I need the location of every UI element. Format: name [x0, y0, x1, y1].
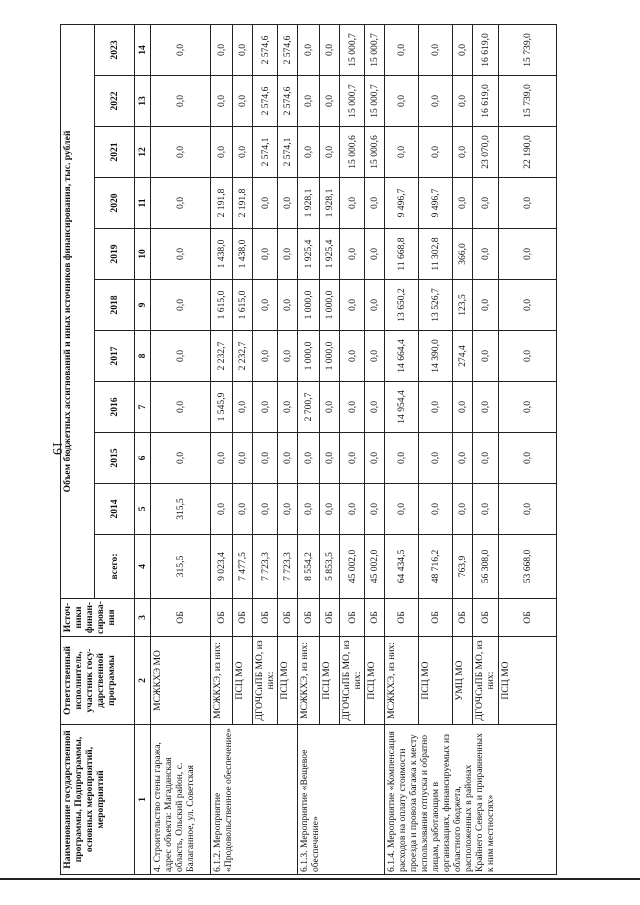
year-value-cell: 1 438,0 — [211, 229, 233, 280]
year-value-cell: 0,0 — [473, 382, 499, 433]
year-value-cell: 0,0 — [419, 433, 453, 484]
funding-source-cell: ОБ — [211, 599, 233, 637]
year-value-cell: 0,0 — [233, 484, 253, 535]
year-value-cell: 2 574,6 — [253, 24, 278, 75]
activity-name-cell: 6.1.4. Мероприятие «Компенсация расходов на оплату стоимости проезда и провоза багажа к месту использования отпуска и обратно лицам, работающим в организациях, финансируемых из областного бюджета, расположенных в районах Крайнего Севера и приравненных к ним местностях» — [385, 725, 557, 875]
year-value-cell: 2 574,1 — [278, 127, 298, 178]
year-value-cell: 0,0 — [499, 484, 557, 535]
year-value-cell: 15 000,7 — [340, 76, 365, 127]
year-value-cell: 15 739,0 — [499, 24, 557, 75]
year-value-cell: 11 302,8 — [419, 229, 453, 280]
year-value-cell: 0,0 — [473, 331, 499, 382]
year-value-cell: 0,0 — [419, 127, 453, 178]
total-value-cell: 9 023,4 — [211, 535, 233, 599]
year-value-cell: 15 000,6 — [340, 127, 365, 178]
year-value-cell: 315,5 — [151, 484, 211, 535]
year-value-cell: 0,0 — [253, 382, 278, 433]
column-index: 10 — [135, 229, 151, 280]
year-value-cell: 0,0 — [499, 331, 557, 382]
year-value-cell: 0,0 — [473, 280, 499, 331]
total-value-cell: 48 716,2 — [419, 535, 453, 599]
year-value-cell: 0,0 — [365, 382, 385, 433]
budget-table — [60, 24, 557, 875]
header-budget-title: Объем бюджетных ассигнований и иных источников финансирования, тыс. рублей — [61, 24, 95, 598]
header-name: Наименование государственной программы, Подпрограммы, основных мероприятий, мероприятий — [61, 725, 135, 875]
year-value-cell: 0,0 — [385, 24, 419, 75]
header-source: Источ- ники финан- сирова- ния — [61, 599, 135, 637]
year-value-cell: 15 000,6 — [365, 127, 385, 178]
funding-source-cell: ОБ — [233, 599, 253, 637]
page-bottom-rule — [0, 878, 640, 880]
column-index: 5 — [135, 484, 151, 535]
column-index: 7 — [135, 382, 151, 433]
header-year: 2019 — [95, 229, 135, 280]
total-value-cell: 7 723,3 — [278, 535, 298, 599]
table-row — [385, 24, 419, 874]
executor-cell: ДГОЧСиПБ МО, из них: — [253, 637, 278, 725]
year-value-cell: 2 700,7 — [298, 382, 320, 433]
year-value-cell: 0,0 — [365, 280, 385, 331]
year-value-cell: 0,0 — [453, 433, 473, 484]
year-value-cell: 2 574,1 — [253, 127, 278, 178]
executor-cell: ДГОЧСиПБ МО, из них: — [473, 637, 499, 725]
header-total: всего: — [95, 535, 135, 599]
table-row — [211, 24, 233, 874]
year-value-cell: 0,0 — [453, 127, 473, 178]
year-value-cell: 0,0 — [385, 433, 419, 484]
year-value-cell: 1 925,4 — [320, 229, 340, 280]
year-value-cell: 0,0 — [385, 76, 419, 127]
year-value-cell: 0,0 — [340, 433, 365, 484]
year-value-cell: 0,0 — [453, 178, 473, 229]
executor-cell: УМЦ МО — [453, 637, 473, 725]
year-value-cell: 0,0 — [298, 433, 320, 484]
column-index: 4 — [135, 535, 151, 599]
executor-cell: ПСЦ МО — [419, 637, 453, 725]
year-value-cell: 22 190,0 — [499, 127, 557, 178]
total-value-cell: 763,9 — [453, 535, 473, 599]
year-value-cell: 14 664,4 — [385, 331, 419, 382]
total-value-cell: 64 434,5 — [385, 535, 419, 599]
year-value-cell: 1 928,1 — [320, 178, 340, 229]
year-value-cell: 366,0 — [453, 229, 473, 280]
header-year: 2015 — [95, 433, 135, 484]
activity-name-cell: 6.1.2. Мероприятие «Продовольственное обеспечение» — [211, 725, 298, 875]
year-value-cell: 2 191,8 — [211, 178, 233, 229]
year-value-cell: 0,0 — [499, 382, 557, 433]
year-value-cell: 0,0 — [253, 229, 278, 280]
rotated-table-wrapper — [60, 25, 617, 875]
executor-cell: ПСЦ МО — [278, 637, 298, 725]
funding-source-cell: ОБ — [278, 599, 298, 637]
year-value-cell: 0,0 — [365, 433, 385, 484]
year-value-cell: 2 574,6 — [278, 76, 298, 127]
activity-name-cell: 6.1.3. Мероприятие «Вещевое обеспечение» — [298, 725, 385, 875]
year-value-cell: 1 928,1 — [298, 178, 320, 229]
header-year: 2020 — [95, 178, 135, 229]
year-value-cell: 14 954,4 — [385, 382, 419, 433]
year-value-cell: 0,0 — [419, 76, 453, 127]
header-year: 2018 — [95, 280, 135, 331]
year-value-cell: 0,0 — [211, 433, 233, 484]
executor-cell: ДГОЧСиПБ МО, из них: — [340, 637, 365, 725]
funding-source-cell: ОБ — [453, 599, 473, 637]
year-value-cell: 0,0 — [385, 484, 419, 535]
total-value-cell: 56 308,0 — [473, 535, 499, 599]
column-index: 9 — [135, 280, 151, 331]
year-value-cell: 1 438,0 — [233, 229, 253, 280]
year-value-cell: 2 574,6 — [278, 24, 298, 75]
header-year: 2023 — [95, 24, 135, 75]
year-value-cell: 0,0 — [320, 382, 340, 433]
year-value-cell: 0,0 — [151, 433, 211, 484]
year-value-cell: 0,0 — [419, 24, 453, 75]
year-value-cell: 0,0 — [211, 24, 233, 75]
year-value-cell: 1 925,4 — [298, 229, 320, 280]
funding-source-cell: ОБ — [151, 599, 211, 637]
year-value-cell: 1 000,0 — [320, 280, 340, 331]
year-value-cell: 0,0 — [453, 76, 473, 127]
year-value-cell: 0,0 — [320, 76, 340, 127]
year-value-cell: 0,0 — [278, 178, 298, 229]
executor-cell: ПСЦ МО — [365, 637, 385, 725]
total-value-cell: 7 723,3 — [253, 535, 278, 599]
year-value-cell: 0,0 — [278, 280, 298, 331]
year-value-cell: 0,0 — [211, 484, 233, 535]
funding-source-cell: ОБ — [298, 599, 320, 637]
year-value-cell: 0,0 — [499, 178, 557, 229]
year-value-cell: 0,0 — [253, 280, 278, 331]
executor-cell: МСЖКХЭ, из них: — [385, 637, 419, 725]
executor-cell: МСЖКХЭ, из них: — [298, 637, 320, 725]
year-value-cell: 123,5 — [453, 280, 473, 331]
year-value-cell: 0,0 — [233, 433, 253, 484]
year-value-cell: 0,0 — [340, 280, 365, 331]
total-value-cell: 7 477,5 — [233, 535, 253, 599]
year-value-cell: 0,0 — [499, 229, 557, 280]
year-value-cell: 2 574,6 — [253, 76, 278, 127]
year-value-cell: 0,0 — [365, 331, 385, 382]
executor-cell: МСЖКХЭ МО — [151, 637, 211, 725]
header-year: 2017 — [95, 331, 135, 382]
year-value-cell: 0,0 — [473, 229, 499, 280]
column-index-row — [135, 24, 151, 874]
year-value-cell: 0,0 — [298, 127, 320, 178]
page-number: 19 — [49, 441, 64, 455]
year-value-cell: 15 739,0 — [499, 76, 557, 127]
year-value-cell: 14 390,0 — [419, 331, 453, 382]
executor-cell: МСЖКХЭ, из них: — [211, 637, 233, 725]
year-value-cell: 15 000,7 — [365, 76, 385, 127]
year-value-cell: 0,0 — [233, 127, 253, 178]
table-row — [151, 24, 211, 874]
year-value-cell: 0,0 — [473, 178, 499, 229]
year-value-cell: 0,0 — [211, 76, 233, 127]
year-value-cell: 0,0 — [253, 433, 278, 484]
year-value-cell: 0,0 — [151, 382, 211, 433]
funding-source-cell: ОБ — [385, 599, 419, 637]
total-value-cell: 5 853,5 — [320, 535, 340, 599]
year-value-cell: 0,0 — [499, 280, 557, 331]
year-value-cell: 0,0 — [233, 382, 253, 433]
year-value-cell: 2 191,8 — [233, 178, 253, 229]
year-value-cell: 0,0 — [278, 229, 298, 280]
executor-cell: ПСЦ МО — [499, 637, 557, 725]
year-value-cell: 0,0 — [233, 76, 253, 127]
year-value-cell: 0,0 — [151, 76, 211, 127]
year-value-cell: 0,0 — [340, 178, 365, 229]
executor-cell: ПСЦ МО — [233, 637, 253, 725]
year-value-cell: 0,0 — [151, 280, 211, 331]
header-executor: Ответственный исполнитель, участник госу- дарственной программы — [61, 637, 135, 725]
year-value-cell: 0,0 — [151, 127, 211, 178]
funding-source-cell: ОБ — [499, 599, 557, 637]
year-value-cell: 0,0 — [340, 382, 365, 433]
year-value-cell: 0,0 — [340, 229, 365, 280]
year-value-cell: 0,0 — [365, 484, 385, 535]
year-value-cell: 274,4 — [453, 331, 473, 382]
funding-source-cell: ОБ — [365, 599, 385, 637]
year-value-cell: 15 000,7 — [340, 24, 365, 75]
year-value-cell: 1 615,0 — [211, 280, 233, 331]
year-value-cell: 0,0 — [473, 433, 499, 484]
column-index: 1 — [135, 725, 151, 875]
year-value-cell: 23 070,0 — [473, 127, 499, 178]
year-value-cell: 0,0 — [233, 24, 253, 75]
header-year: 2014 — [95, 484, 135, 535]
column-index: 8 — [135, 331, 151, 382]
year-value-cell: 13 650,2 — [385, 280, 419, 331]
year-value-cell: 0,0 — [298, 484, 320, 535]
year-value-cell: 0,0 — [365, 229, 385, 280]
year-value-cell: 0,0 — [385, 127, 419, 178]
column-index: 11 — [135, 178, 151, 229]
year-value-cell: 0,0 — [499, 433, 557, 484]
year-value-cell: 0,0 — [151, 331, 211, 382]
column-index: 13 — [135, 76, 151, 127]
year-value-cell: 1 000,0 — [298, 280, 320, 331]
year-value-cell: 0,0 — [278, 433, 298, 484]
year-value-cell: 2 232,7 — [211, 331, 233, 382]
total-value-cell: 45 002,0 — [340, 535, 365, 599]
total-value-cell: 45 002,0 — [365, 535, 385, 599]
header-year: 2016 — [95, 382, 135, 433]
funding-source-cell: ОБ — [253, 599, 278, 637]
funding-source-cell: ОБ — [473, 599, 499, 637]
year-value-cell: 0,0 — [473, 484, 499, 535]
total-value-cell: 53 668,0 — [499, 535, 557, 599]
year-value-cell: 0,0 — [453, 24, 473, 75]
year-value-cell: 0,0 — [320, 433, 340, 484]
year-value-cell: 0,0 — [253, 178, 278, 229]
year-value-cell: 0,0 — [278, 331, 298, 382]
year-value-cell: 2 232,7 — [233, 331, 253, 382]
year-value-cell: 0,0 — [320, 127, 340, 178]
year-value-cell: 0,0 — [298, 76, 320, 127]
year-value-cell: 1 000,0 — [320, 331, 340, 382]
year-value-cell: 1 000,0 — [298, 331, 320, 382]
year-value-cell: 0,0 — [151, 229, 211, 280]
year-value-cell: 0,0 — [298, 24, 320, 75]
funding-source-cell: ОБ — [419, 599, 453, 637]
year-value-cell: 0,0 — [365, 178, 385, 229]
year-value-cell: 0,0 — [278, 382, 298, 433]
year-value-cell: 16 619,0 — [473, 76, 499, 127]
column-index: 12 — [135, 127, 151, 178]
year-value-cell: 1 615,0 — [233, 280, 253, 331]
year-value-cell: 0,0 — [453, 382, 473, 433]
column-index: 6 — [135, 433, 151, 484]
year-value-cell: 0,0 — [253, 484, 278, 535]
funding-source-cell: ОБ — [340, 599, 365, 637]
executor-cell: ПСЦ МО — [320, 637, 340, 725]
year-value-cell: 0,0 — [151, 24, 211, 75]
total-value-cell: 315,5 — [151, 535, 211, 599]
activity-name-cell: 4. Строительство стены гаража, адрес объекта: Магаданская область, Ольский район, с. Балаганное, ул. Советская — [151, 725, 211, 875]
column-index: 2 — [135, 637, 151, 725]
year-value-cell: 0,0 — [151, 178, 211, 229]
year-value-cell: 0,0 — [253, 331, 278, 382]
table-row — [298, 24, 320, 874]
year-value-cell: 15 000,7 — [365, 24, 385, 75]
year-value-cell: 0,0 — [320, 484, 340, 535]
funding-source-cell: ОБ — [320, 599, 340, 637]
year-value-cell: 0,0 — [320, 24, 340, 75]
year-value-cell: 16 619,0 — [473, 24, 499, 75]
year-value-cell: 0,0 — [419, 484, 453, 535]
year-value-cell: 0,0 — [453, 484, 473, 535]
year-value-cell: 1 545,9 — [211, 382, 233, 433]
total-value-cell: 8 554,2 — [298, 535, 320, 599]
year-value-cell: 0,0 — [211, 127, 233, 178]
year-value-cell: 0,0 — [278, 484, 298, 535]
year-value-cell: 0,0 — [419, 382, 453, 433]
year-value-cell: 9 496,7 — [385, 178, 419, 229]
header-year: 2022 — [95, 76, 135, 127]
year-value-cell: 11 668,8 — [385, 229, 419, 280]
header-year: 2021 — [95, 127, 135, 178]
year-value-cell: 13 526,7 — [419, 280, 453, 331]
year-value-cell: 0,0 — [340, 484, 365, 535]
year-value-cell: 9 496,7 — [419, 178, 453, 229]
column-index: 3 — [135, 599, 151, 637]
column-index: 14 — [135, 24, 151, 75]
year-value-cell: 0,0 — [340, 331, 365, 382]
